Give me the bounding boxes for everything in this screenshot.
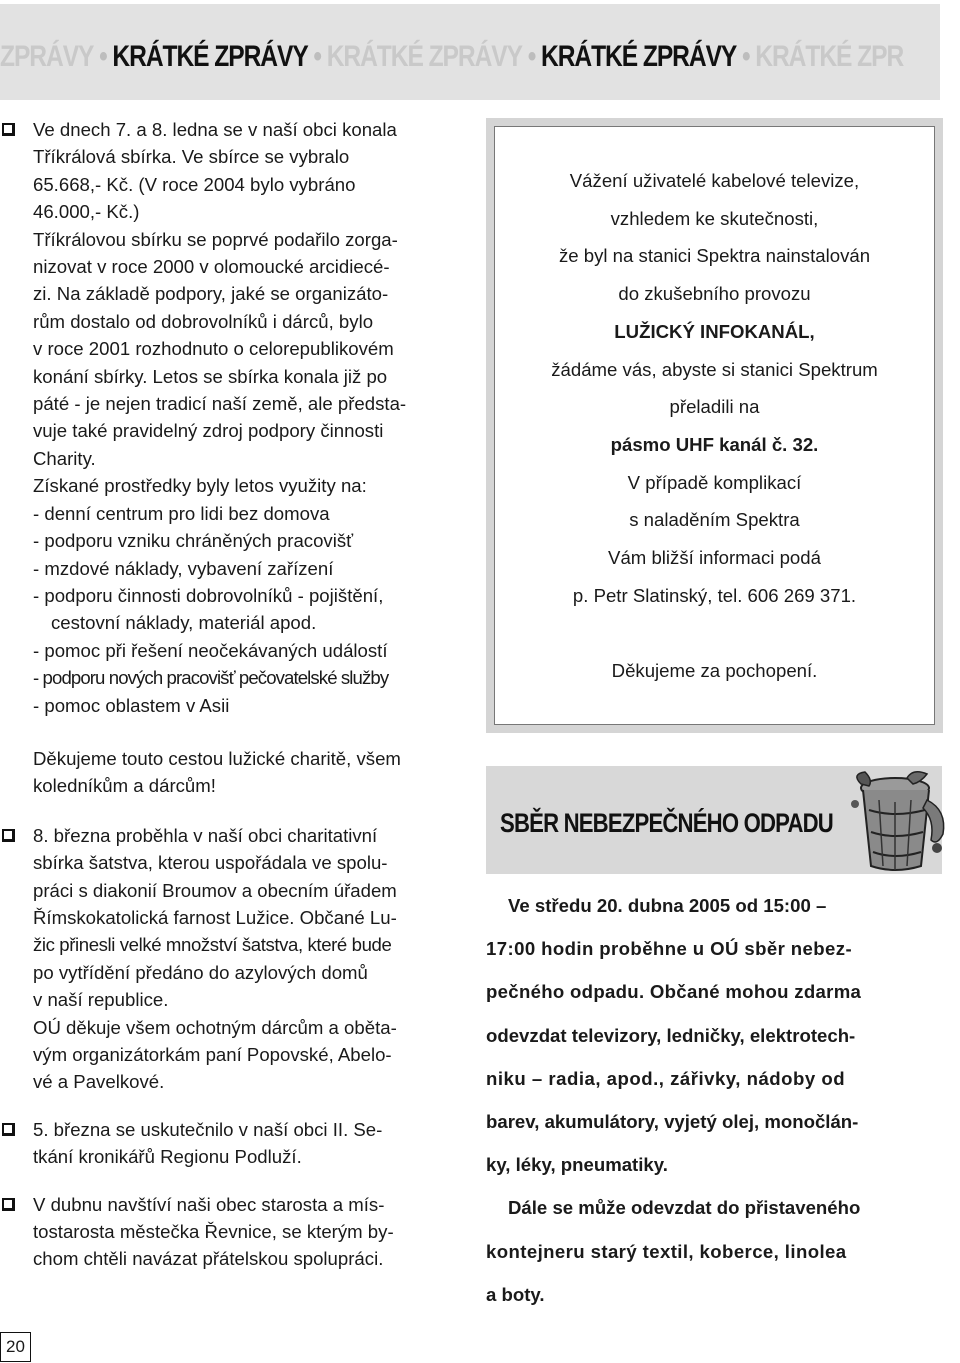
notice-line-thanks: Děkujeme za pochopení. <box>611 660 818 682</box>
text-line: Tříkrálová sbírka. Ve sbírce se vybralo <box>33 146 350 168</box>
text-line: v roce 2001 rozhodnuto o celorepublikovém <box>33 338 394 360</box>
banner-text <box>0 40 903 74</box>
page-number: 20 <box>0 1332 31 1362</box>
cable-tv-notice-text <box>494 162 935 690</box>
text-line: niku – radia, apod., zářivky, nádoby od <box>486 1067 846 1089</box>
news-item-trikralova <box>0 116 462 719</box>
checkbox-bullet-icon <box>2 1198 15 1211</box>
list-item: - podporu nových pracovišť pečovatelské služby <box>33 667 389 689</box>
text-line: konání sbírky. Letos se sbírka konala již po <box>33 365 388 387</box>
notice-line: přeladili na <box>669 396 760 418</box>
banner-item: ZPRÁVY <box>0 40 94 73</box>
notice-line: žádáme vás, abyste si stanici Spektrum <box>551 358 878 380</box>
text-line: pečného odpadu. Občané mohou zdarma <box>486 981 862 1003</box>
notice-line: Vážení uživatelé kabelové televize, <box>569 170 860 191</box>
notice-line-channel-name: LUŽICKÝ INFOKANÁL, <box>614 320 815 342</box>
hazardous-waste-title: SBĚR NEBEZPEČNÉHO ODPADU <box>500 808 833 838</box>
list-item: - pomoc oblastem v Asii <box>33 694 230 716</box>
notice-line: vzhledem ke skutečnosti, <box>610 207 819 229</box>
text-line: vuje také pravidelný zdroj podpory činnosti <box>33 420 384 442</box>
notice-line-frequency: pásmo UHF kanál č. 32. <box>610 433 819 455</box>
list-item: - pomoc při řešení neočekávaných událostí <box>33 639 388 661</box>
text-line: nizovat v roce 2000 v olomoucké arcidiecé- <box>33 256 390 278</box>
text-line: 46.000,- Kč.) <box>33 201 140 223</box>
text-line: vé a Pavelkové. <box>33 1071 165 1093</box>
left-column <box>0 116 462 1273</box>
text-line: Ve středu 20. dubna 2005 od 15:00 – <box>508 895 827 916</box>
text-line: po vytřídění předáno do azylových domů <box>33 961 368 983</box>
checkbox-bullet-icon <box>2 1123 15 1136</box>
text-line: Získané prostředky byly letos využity na: <box>33 475 367 497</box>
text-line: žic přinesli velké množství šatstva, které bude <box>33 934 392 956</box>
banner-separator: • <box>527 40 536 73</box>
header-banner <box>0 4 940 100</box>
banner-item: KRÁTKÉ ZPRÁVY <box>326 40 522 73</box>
notice-line: do zkušebního provozu <box>618 283 811 305</box>
news-item-satstvo <box>0 822 462 1096</box>
list-item: - denní centrum pro lidi bez domova <box>33 502 330 524</box>
text-line: barev, akumulátory, vyjetý olej, monočlán- <box>486 1111 859 1133</box>
checkbox-bullet-icon <box>2 829 15 842</box>
hazardous-waste-text <box>486 884 942 1316</box>
thanks-paragraph <box>0 745 462 800</box>
text-line: rům dostalo od dobrovolníků i dárců, bylo <box>33 310 374 332</box>
text-line: V dubnu navštíví naši obec starosta a mís- <box>33 1193 385 1215</box>
text-line: Římskokatolická farnost Lužice. Občané Lu- <box>33 906 397 928</box>
text-line: kontejneru starý textil, koberce, linolea <box>486 1240 847 1262</box>
text-line: 17:00 hodin proběhne u OÚ sběr nebez- <box>486 938 853 960</box>
text-line: práci s diakonií Broumov a obecním úřadem <box>33 879 397 901</box>
notice-line: V případě komplikací <box>627 471 802 493</box>
banner-separator: • <box>313 40 321 73</box>
checkbox-bullet-icon <box>2 123 15 136</box>
text-line: tostarosta městečka Řevnice, se kterým by- <box>33 1221 394 1243</box>
text-line: 65.668,- Kč. (V roce 2004 bylo vybráno <box>33 173 356 195</box>
text-line: 5. března se uskutečnilo v naší obci II. Se- <box>33 1118 383 1140</box>
text-line: ky, léky, pneumatiky. <box>486 1154 668 1176</box>
banner-separator: • <box>99 40 107 73</box>
cable-tv-notice-box <box>486 118 943 733</box>
text-line: 8. března proběhla v naší obci charitativní <box>33 824 378 846</box>
notice-line-contact: p. Petr Slatinský, tel. 606 269 371. <box>572 584 857 606</box>
text-line: zi. Na základě podpory, jaké se organizáto- <box>33 283 389 305</box>
notice-spacer <box>494 614 935 652</box>
list-item: - podporu činnosti dobrovolníků - pojištění, <box>33 584 384 606</box>
text-line: Dále se může odevzdat do přistaveného <box>508 1197 861 1219</box>
text-line: a boty. <box>486 1283 545 1305</box>
text-line: páté - je nejen tradicí naší země, ale předsta- <box>33 393 407 415</box>
notice-line: Vám bližší informaci podá <box>608 547 821 569</box>
text-line: Děkujeme touto cestou lužické charitě, všem <box>33 747 401 769</box>
list-item-continuation: cestovní náklady, materiál apod. <box>51 612 317 634</box>
news-item-kronikari <box>0 1116 462 1171</box>
text-line: sbírka šatstva, kterou uspořádala ve spolu- <box>33 852 388 874</box>
news-item-revnice <box>0 1191 462 1273</box>
notice-line: že byl na stanici Spektra nainstalován <box>558 245 871 267</box>
list-item: - podporu vzniku chráněných pracovišť <box>33 530 354 552</box>
text-line: odevzdat televizory, ledničky, elektrotech- <box>486 1024 856 1046</box>
banner-item: KRÁTKÉ ZPRÁVY <box>112 40 308 73</box>
text-line: OÚ děkuje všem ochotným dárcům a oběta- <box>33 1016 397 1038</box>
text-line: v naší republice. <box>33 989 169 1011</box>
text-line: chom chtěli navázat přátelskou spolupráci. <box>33 1248 384 1270</box>
banner-item: KRÁTKÉ ZPRÁVY <box>540 40 737 73</box>
text-line: Charity. <box>33 447 96 469</box>
notice-line: s naladěním Spektra <box>629 509 800 531</box>
text-line: Ve dnech 7. a 8. ledna se v naší obci konala <box>33 119 397 140</box>
banner-item: KRÁTKÉ ZPR <box>755 40 904 73</box>
banner-separator: • <box>741 40 750 73</box>
trash-bin-icon <box>843 770 953 874</box>
text-line: koledníkům a dárcům! <box>33 775 216 797</box>
text-line: tkání kronikářů Regionu Podluží. <box>33 1146 302 1168</box>
text-line: vým organizátorkám paní Popovské, Abelo- <box>33 1044 392 1065</box>
list-item: - mzdové náklady, vybavení zařízení <box>33 557 334 579</box>
text-line: Tříkrálovou sbírku se poprvé podařilo zorga- <box>33 228 398 250</box>
